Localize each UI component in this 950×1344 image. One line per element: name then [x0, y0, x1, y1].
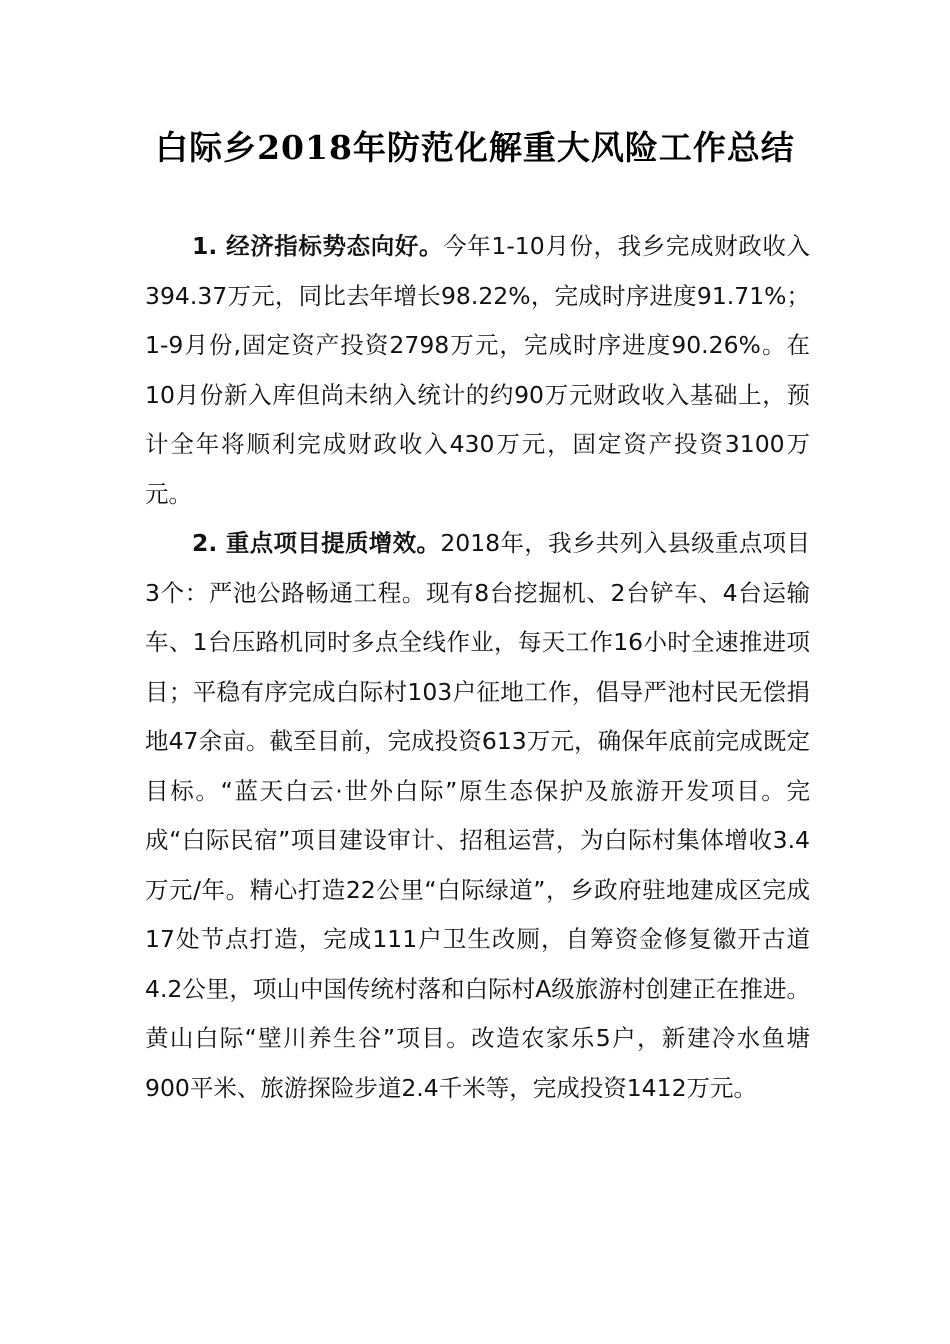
paragraph-text: 今年1-10月份，我乡完成财政收入394.37万元，同比去年增长98.22%，完成时序进度91.71%；1-9月份,固定资产投资2798万元，完成时序进度90.26%。在10月份新入库但尚未纳入统计的约90万元财政收入基础上，预计全年将顺利完成财政收入430万元，固定资产投资3100万元。 [145, 232, 810, 508]
paragraph-heading: 1. 经济指标势态向好。 [192, 232, 444, 260]
paragraph-text: 2018年，我乡共列入县级重点项目3个：严池公路畅通工程。现有8台挖掘机、2台铲车、4台运输车、1台压路机同时多点全线作业，每天工作16小时全速推进项目；平稳有序完成白际村103户征地工作，倡导严池村民无偿捐地47余亩。截至目前，完成投资613万元，确保年底前完成既定目标。“蓝天白云·世外白际”原生态保护及旅游开发项目。完成“白际民宿”项目建设审计、招租运营，为白际村集体增收3.4万元/年。精心打造22公里“白际绿道”，乡政府驻地建成区完成17处节点打造，完成111户卫生改厕，自筹资金修复徽开古道4.2公里，项山中国传统村落和白际村A级旅游村创建正在推进。黄山白际“壁川养生谷”项目。改造农家乐5户，新建冷水鱼塘900平米、旅游探险步道2.4千米等，完成投资1412万元。 [145, 529, 810, 1102]
paragraph-economic-indicators [145, 222, 810, 519]
document-body [145, 222, 810, 1113]
paragraph-heading: 2. 重点项目提质增效。 [192, 529, 441, 557]
document-title: 白际乡2018年防范化解重大风险工作总结 [155, 128, 795, 167]
paragraph-key-projects [145, 519, 810, 1113]
